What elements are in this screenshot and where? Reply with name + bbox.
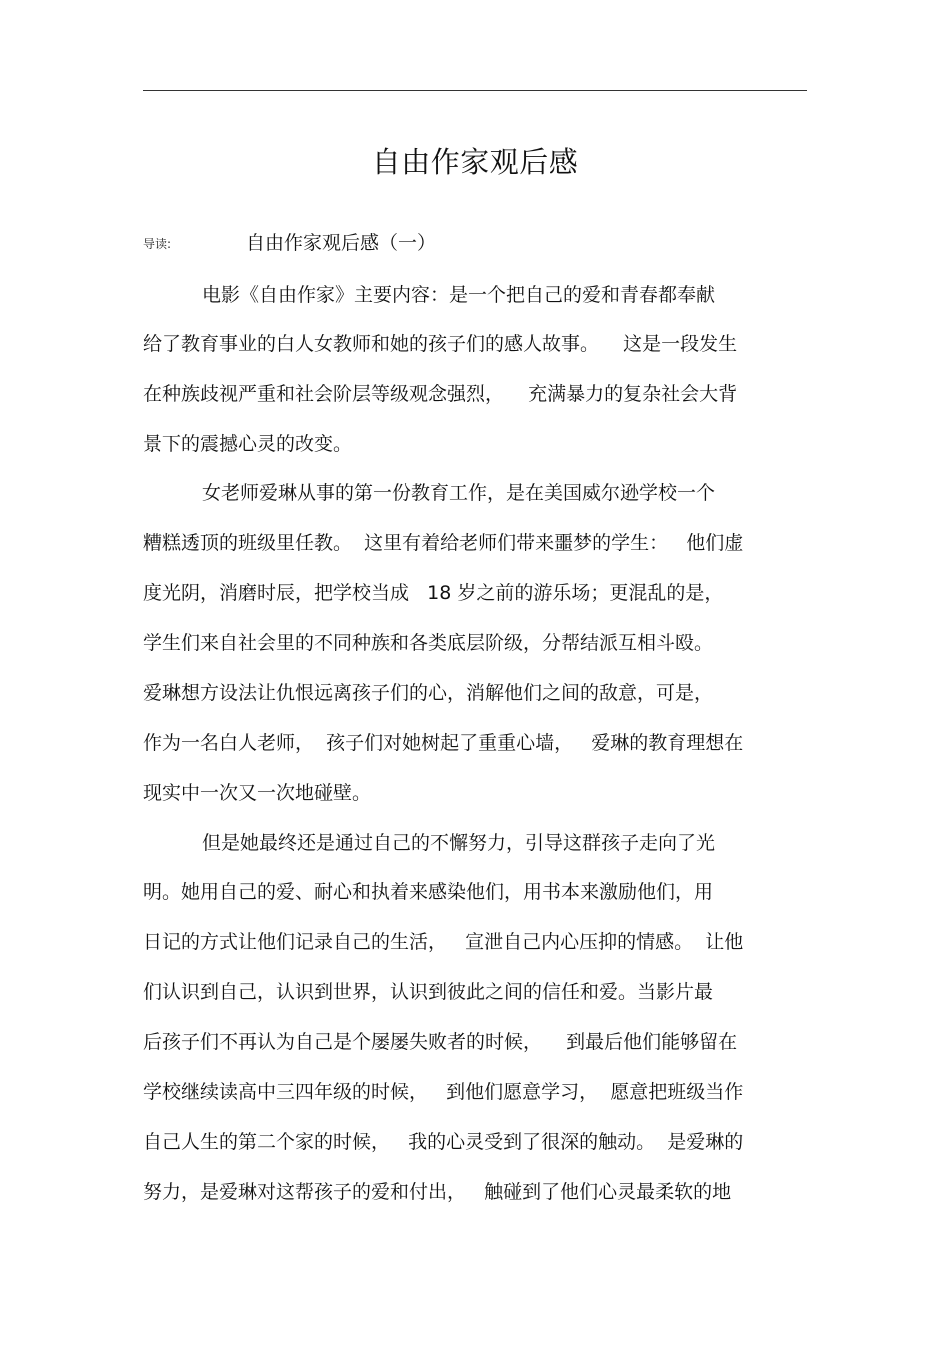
body-line: 作为一名白人老师， 孩子们对她树起了重重心墙， 爱琳的教育理想在 <box>143 732 744 754</box>
body-line: 爱琳想方设法让仇恨远离孩子们的心，消解他们之间的敌意，可是， <box>143 682 714 704</box>
body-line: 学生们来自社会里的不同种族和各类底层阶级，分帮结派互相斗殴。 <box>143 632 714 654</box>
body-line: 女老师爱琳从事的第一份教育工作，是在美国威尔逊学校一个 <box>202 482 716 504</box>
body-line: 度光阴，消磨时辰，把学校当成 18 岁之前的游乐场；更混乱的是， <box>143 582 724 604</box>
document-title: 自由作家观后感 <box>371 145 579 179</box>
body-line: 电影《自由作家》主要内容：是一个把自己的爱和青春都奉献 <box>202 284 716 306</box>
body-line: 后孩子们不再认为自己是个屡屡失败者的时候， 到最后他们能够留在 <box>143 1031 738 1053</box>
lead-subtitle: 自由作家观后感（一） <box>246 232 437 254</box>
lead-label: 导读: <box>143 237 172 251</box>
body-line: 在种族歧视严重和社会阶层等级观念强烈， 充满暴力的复杂社会大背 <box>143 383 738 405</box>
body-line: 日记的方式让他们记录自己的生活， 宣泄自己内心压抑的情感。 让他 <box>143 931 744 953</box>
body-line: 学校继续读高中三四年级的时候， 到他们愿意学习， 愿意把班级当作 <box>143 1081 744 1103</box>
body-line: 景下的震撼心灵的改变。 <box>143 433 353 455</box>
body-line: 自己人生的第二个家的时候， 我的心灵受到了很深的触动。 是爱琳的 <box>143 1131 744 1153</box>
body-line: 努力，是爱琳对这帮孩子的爱和付出， 触碰到了他们心灵最柔软的地 <box>143 1181 732 1203</box>
header-rule <box>143 90 807 91</box>
body-line: 们认识到自己，认识到世界，认识到彼此之间的信任和爱。当影片最 <box>143 981 714 1003</box>
body-line: 糟糕透顶的班级里任教。 这里有着给老师们带来噩梦的学生： 他们虚 <box>143 532 744 554</box>
body-line: 但是她最终还是通过自己的不懈努力，引导这群孩子走向了光 <box>202 832 716 854</box>
body-line: 明。她用自己的爱、耐心和执着来感染他们，用书本来激励他们，用 <box>143 881 714 903</box>
body-line: 给了教育事业的白人女教师和她的孩子们的感人故事。 这是一段发生 <box>143 333 738 355</box>
body-line: 现实中一次又一次地碰壁。 <box>143 782 372 804</box>
